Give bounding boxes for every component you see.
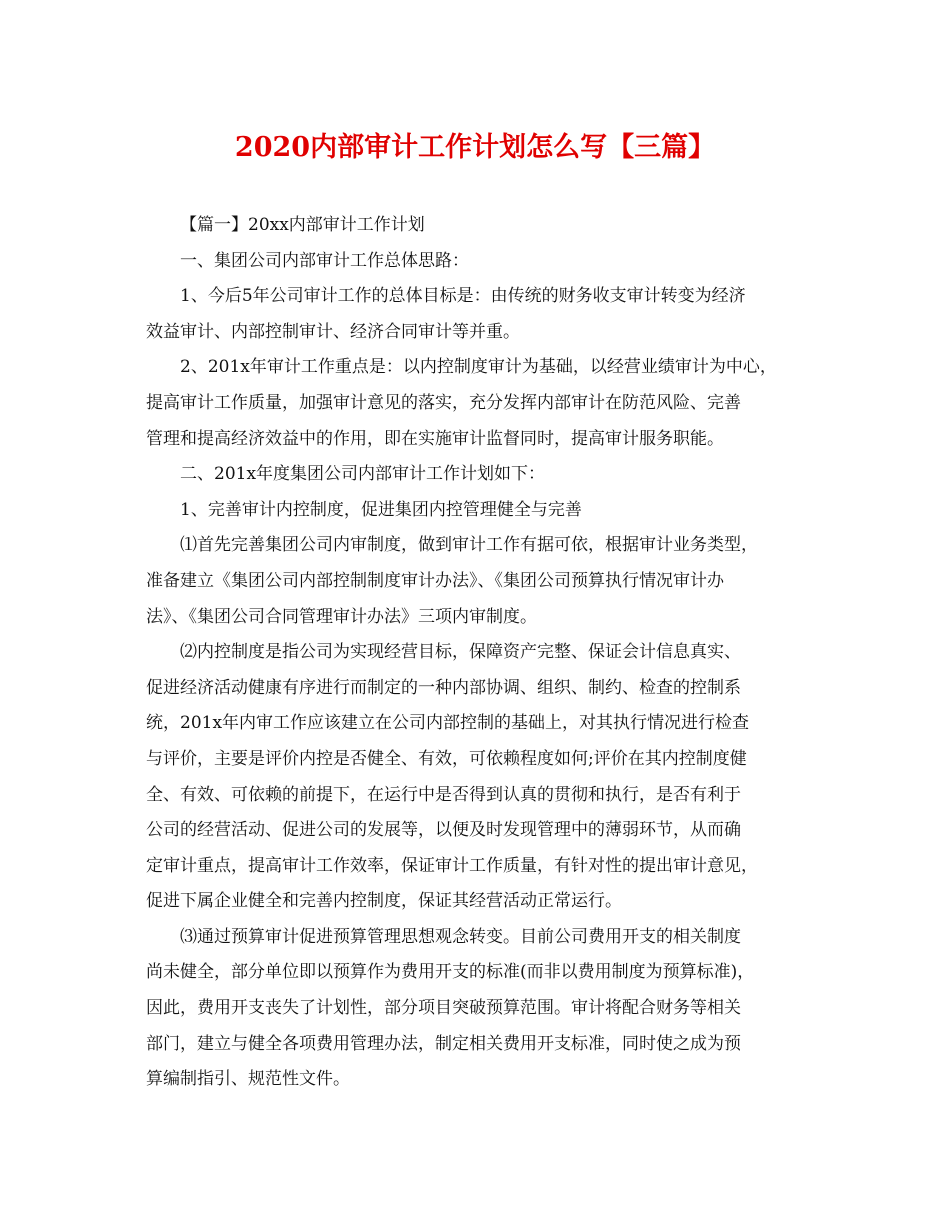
paragraph: [146, 208, 810, 244]
paragraph-line: 部门，建立与健全各项费用管理办法，制定相关费用开支标准，同时使之成为预: [146, 1033, 741, 1054]
paragraph-line: 【篇一】20xx内部审计工作计划: [180, 215, 425, 235]
paragraph-line: 算编制指引、规范性文件。: [146, 1069, 350, 1090]
paragraph-line: 定审计重点，提高审计工作效率，保证审计工作质量，有针对性的提出审计意见，: [146, 855, 758, 876]
paragraph-line: 1、今后5年公司审计工作的总体目标是：由传统的财务收支审计转变为经济: [180, 286, 746, 307]
paragraph-line: 2、201x年审计工作重点是：以内控制度审计为基础，以经营业绩审计为中心，: [180, 357, 777, 378]
document-body: [146, 208, 810, 1098]
paragraph-line: 公司的经营活动、促进公司的发展等，以便及时发现管理中的薄弱环节，从而确: [146, 820, 741, 841]
paragraph-line: 全、有效、可依赖的前提下，在运行中是否得到认真的贯彻和执行，是否有利于: [146, 784, 741, 805]
paragraph-line: 准备建立《集团公司内部控制制度审计办法》、《集团公司预算执行情况审计办: [146, 570, 724, 591]
paragraph-line: 一、集团公司内部审计工作总体思路：: [180, 250, 469, 271]
paragraph-line: 提高审计工作质量，加强审计意见的落实，充分发挥内部审计在防范风险、完善: [146, 392, 741, 413]
paragraph-line: 管理和提高经济效益中的作用，即在实施审计监督同时，提高审计服务职能。: [146, 428, 724, 449]
paragraph-line: 促进下属企业健全和完善内控制度，保证其经营活动正常运行。: [146, 891, 622, 912]
paragraph: [146, 920, 810, 1098]
paragraph-line: 统，201x年内审工作应该建立在公司内部控制的基础上，对其执行情况进行检查: [146, 713, 750, 734]
paragraph-line: ⑴首先完善集团公司内审制度，做到审计工作有据可依，根据审计业务类型，: [180, 535, 758, 556]
document-title: 2020内部审计工作计划怎么写【三篇】: [234, 132, 716, 163]
paragraph-line: ⑶通过预算审计促进预算管理思想观念转变。目前公司费用开支的相关制度: [180, 926, 741, 947]
paragraph-line: 1、完善审计内控制度，促进集团内控管理健全与完善: [180, 499, 582, 520]
paragraph-line: 法》、《集团公司合同管理审计办法》三项内审制度。: [146, 606, 537, 627]
paragraph: [146, 457, 810, 493]
paragraph: [146, 244, 810, 280]
paragraph: [146, 279, 810, 350]
paragraph-line: ⑵内控制度是指公司为实现经营目标，保障资产完整、保证会计信息真实、: [180, 642, 741, 663]
paragraph: [146, 493, 810, 529]
paragraph-line: 促进经济活动健康有序进行而制定的一种内部协调、组织、制约、检查的控制系: [146, 677, 741, 698]
paragraph-line: 效益审计、内部控制审计、经济合同审计等并重。: [146, 321, 520, 342]
paragraph: [146, 635, 810, 920]
paragraph-line: 因此，费用开支丧失了计划性，部分项目突破预算范围。审计将配合财务等相关: [146, 998, 741, 1019]
paragraph-line: 尚未健全，部分单位即以预算作为费用开支的标准(而非以费用制度为预算标准)，: [146, 962, 755, 983]
paragraph: [146, 350, 810, 457]
paragraph: [146, 528, 810, 635]
paragraph-line: 与评价，主要是评价内控是否健全、有效，可依赖程度如何;评价在其内控制度健: [146, 748, 747, 769]
paragraph-line: 二、201x年度集团公司内部审计工作计划如下：: [180, 464, 546, 485]
